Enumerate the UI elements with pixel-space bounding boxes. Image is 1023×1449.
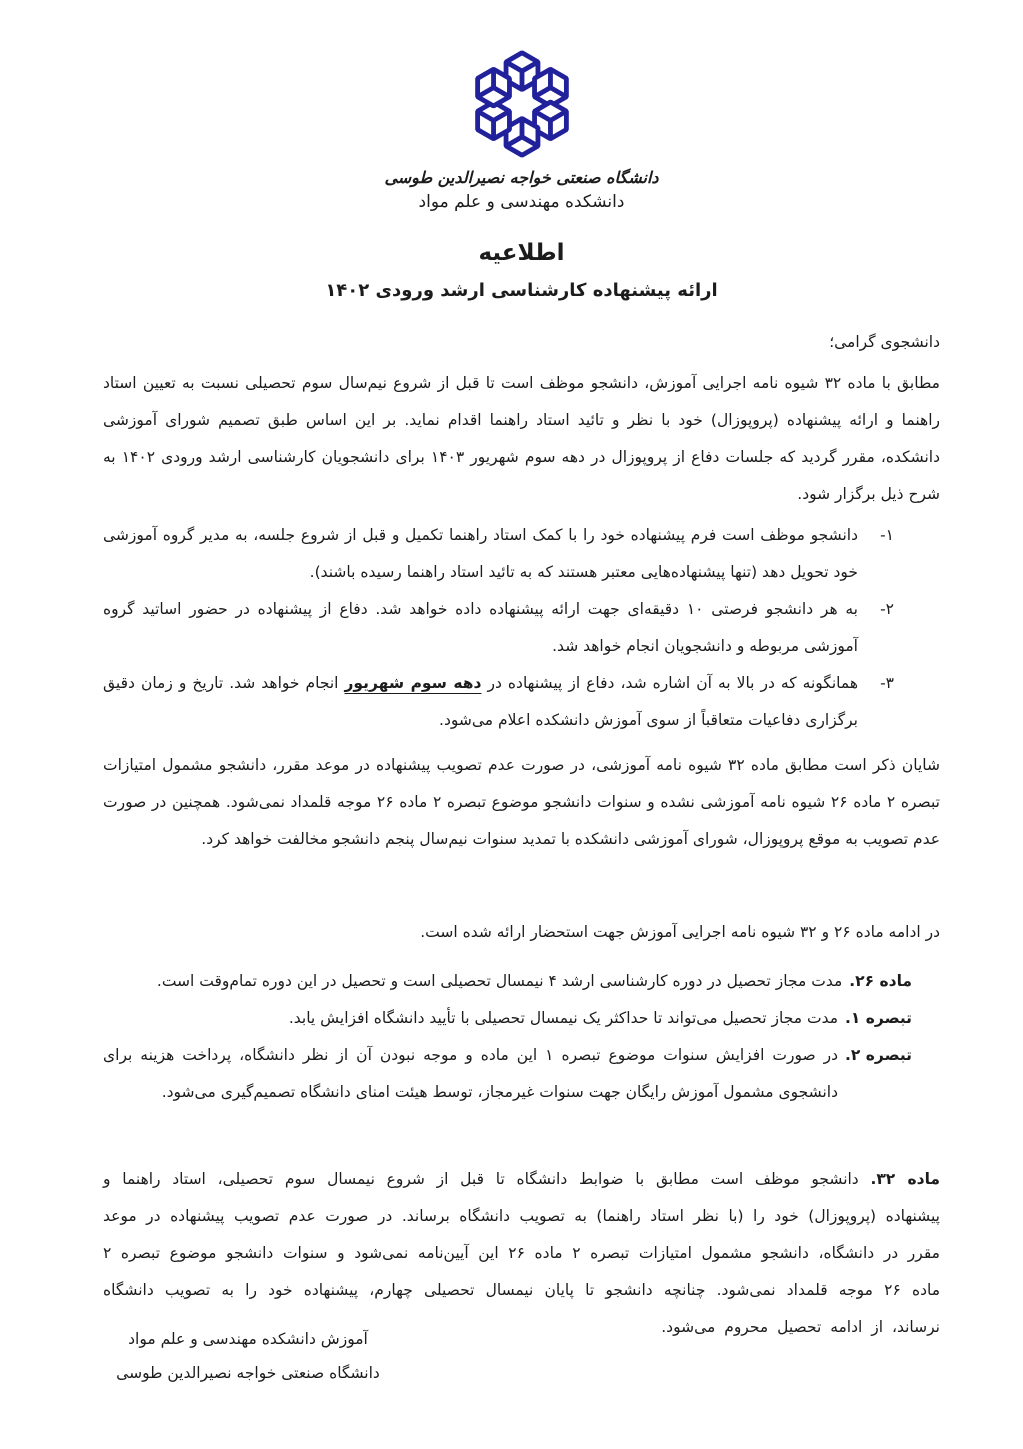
- list-item: [103, 591, 940, 665]
- list-item-text: دانشجو موظف است فرم پیشنهاده خود را با کمک استاد راهنما تکمیل و قبل از شروع جلسه، به مدیر گروه آموزشی خود تحویل دهد (تنها پیشنهاده‌هایی معتبر هستند که به تائید استاد راهنما رسیده باشند).: [103, 526, 858, 581]
- article-label: ماده ۲۶.: [849, 972, 912, 990]
- signature-block: [92, 1322, 404, 1390]
- article-text: مدت مجاز تحصیل در دوره کارشناسی ارشد ۴ نیمسال تحصیلی است و تحصیل در این دوره تمام‌وقت است.: [156, 972, 843, 990]
- article-text: دانشجو موظف است مطابق با ضوابط دانشگاه تا قبل از شروع نیمسال سوم تحصیلی، استاد راهنما و پیشنهاده (پروپوزال) خود را (با نظر استاد راهنما) به تصویب دانشگاه برساند. در صورت عدم تصویب پیشنهاده در موعد مقرر در دانشگاه، دانشجو مشمول امتیازات تبصره ۲ ماده ۲۶ این آیین‌نامه نمی‌شود و سنوات دانشجو موضوع تبصره ۲ ماده ۲۶ موجه قلمداد نمی‌شود. چنانچه دانشجو تا پایان نیمسال تحصیلی چهارم، پیشنهاده خود را به تصویب دانشگاه نرساند، از ادامه تحصیل محروم می‌شود.: [103, 1170, 940, 1336]
- notice-title: اطلاعیه: [478, 240, 565, 266]
- article-32: [103, 1161, 940, 1346]
- header: [103, 46, 940, 212]
- university-name-calligraphy: دانشگاه صنعتی خواجه نصیرالدین طوسی: [384, 168, 659, 187]
- article-note-1: [103, 1000, 912, 1037]
- numbered-list: [103, 517, 940, 739]
- list-marker: ۳-: [880, 674, 894, 692]
- signature-line-department: آموزش دانشکده مهندسی و علم مواد: [128, 1330, 368, 1348]
- salutation: دانشجوی گرامی؛: [829, 333, 940, 351]
- article-label: ماده ۳۲.: [870, 1170, 940, 1188]
- list-marker: ۲-: [880, 600, 894, 618]
- notice-subtitle: ارائه پیشنهاده کارشناسی ارشد ورودی ۱۴۰۲: [325, 280, 718, 301]
- faculty-name: دانشکده مهندسی و علم مواد: [418, 192, 625, 212]
- note-paragraph: شایان ذکر است مطابق ماده ۳۲ شیوه نامه آموزشی، در صورت عدم تصویب پیشنهاده در موعد مقرر، دانشجو مشمول امتیازات تبصره ۲ ماده ۲۶ شیوه نامه آموزشی نشده و سنوات دانشجو موضوع تبصره ۲ ماده ۲۶ موجه قلمداد نمی‌شود. همچنین در صورت عدم تصویب به موقع پروپوزال، شورای آموزشی دانشکده با تمدید سنوات نیم‌سال پنجم دانشجو مخالفت خواهد کرد.: [103, 756, 940, 848]
- article-label: تبصره ۱.: [845, 1009, 912, 1027]
- list-marker: ۱-: [880, 526, 894, 544]
- article-text: مدت مجاز تحصیل می‌تواند تا حداکثر یک نیمسال تحصیلی با تأیید دانشگاه افزایش یابد.: [288, 1009, 839, 1027]
- continuation-line: در ادامه ماده ۲۶ و ۳۲ شیوه نامه اجرایی آموزش جهت استحضار ارائه شده است.: [420, 923, 940, 941]
- article-26: [103, 963, 912, 1000]
- article-text: در صورت افزایش سنوات موضوع تبصره ۱ این ماده و موجه نبودن آن از نظر دانشگاه، پرداخت هزینه برای دانشجوی مشمول آموزش رایگان جهت سنوات غیرمجاز، توسط هیئت امنای دانشگاه تصمیم‌گیری می‌شود.: [103, 1046, 839, 1101]
- list-item-text: [103, 665, 868, 739]
- list-item-text-before: همانگونه که در بالا به آن اشاره شد، دفاع از پیشنهاده در: [481, 674, 859, 692]
- intro-paragraph: مطابق با ماده ۳۲ شیوه نامه اجرایی آموزش، دانشجو موظف است تا قبل از شروع نیم‌سال سوم تحصیلی نسبت به تعیین استاد راهنما و ارائه پیشنهاده (پروپوزال) خود با نظر و تائید استاد راهنما اقدام نماید. بر این اساس طبق تصمیم شورای آموزشی دانشکده، مقرر گردید که جلسات دفاع از پروپوزال در دهه سوم شهریور ۱۴۰۳ برای دانشجویان کارشناسی ارشد ورودی ۱۴۰۲ به شرح ذیل برگزار شود.: [103, 374, 940, 503]
- article-note-2: [103, 1037, 912, 1111]
- list-item: [103, 665, 940, 739]
- list-item-text: به هر دانشجو فرصتی ۱۰ دقیقه‌ای جهت ارائه پیشنهاده داده خواهد شد. دفاع از پیشنهاده در حضور اساتید گروه آموزشی مربوطه و دانشجویان انجام خواهد شد.: [103, 600, 858, 655]
- emphasized-date-phrase: دهه سوم شهریور: [344, 674, 482, 692]
- list-item-text-after: انجام خواهد شد. تاریخ و زمان دقیق برگزاری دفاعیات متعاقباً از سوی آموزش دانشکده اعلام می‌شود.: [103, 674, 858, 729]
- university-logo-icon: [446, 46, 598, 162]
- article-label: تبصره ۲.: [845, 1046, 912, 1064]
- signature-line-university: دانشگاه صنعتی خواجه نصیرالدین طوسی: [116, 1364, 380, 1382]
- list-item: [103, 517, 940, 591]
- articles-block: [103, 963, 940, 1111]
